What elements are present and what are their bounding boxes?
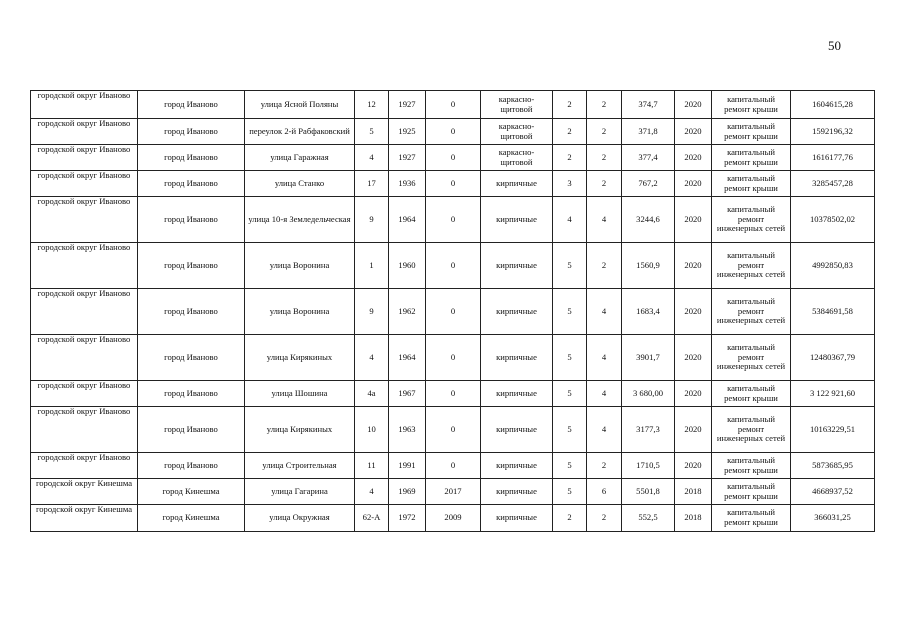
- cell-work-type: капитальный ремонт инженерных сетей: [712, 243, 791, 289]
- table-row: [31, 289, 875, 335]
- cell-area: 3244,6: [622, 197, 675, 243]
- table-row: [31, 453, 875, 479]
- cell-municipality: городской округ Иваново: [31, 91, 138, 119]
- cell-house-number: 4: [355, 479, 389, 505]
- cell-wall-material: кирпичные: [481, 453, 553, 479]
- table-row: [31, 145, 875, 171]
- table-row: [31, 119, 875, 145]
- cell-street: улица Кирякиных: [245, 335, 355, 381]
- cell-settlement: город Кинешма: [138, 479, 245, 505]
- cell-floors: 3: [553, 171, 587, 197]
- cell-street: улица Строительная: [245, 453, 355, 479]
- cell-wall-material: кирпичные: [481, 381, 553, 407]
- cell-wall-material: кирпичные: [481, 335, 553, 381]
- cell-plan-year: 2020: [675, 381, 712, 407]
- cell-wall-material: кирпичные: [481, 289, 553, 335]
- cell-municipality: городской округ Иваново: [31, 381, 138, 407]
- table-row: [31, 91, 875, 119]
- cell-cost: 1616177,76: [791, 145, 875, 171]
- cell-floors: 2: [553, 119, 587, 145]
- cell-entrances: 6: [587, 479, 622, 505]
- cell-entrances: 4: [587, 197, 622, 243]
- cell-house-number: 62-А: [355, 505, 389, 532]
- cell-area: 3177,3: [622, 407, 675, 453]
- cell-settlement: город Иваново: [138, 453, 245, 479]
- cell-wall-material: каркасно-щитовой: [481, 145, 553, 171]
- cell-floors: 2: [553, 91, 587, 119]
- cell-cost: 3285457,28: [791, 171, 875, 197]
- cell-year-built: 1927: [389, 145, 426, 171]
- cell-settlement: город Иваново: [138, 197, 245, 243]
- cell-work-type: капитальный ремонт крыши: [712, 91, 791, 119]
- cell-entrances: 2: [587, 243, 622, 289]
- cell-floors: 5: [553, 243, 587, 289]
- cell-year-built: 1963: [389, 407, 426, 453]
- cell-plan-year: 2020: [675, 243, 712, 289]
- cell-area: 1560,9: [622, 243, 675, 289]
- cell-cost: 12480367,79: [791, 335, 875, 381]
- cell-year-last-repair: 0: [426, 243, 481, 289]
- cell-year-built: 1936: [389, 171, 426, 197]
- cell-municipality: городской округ Иваново: [31, 119, 138, 145]
- cell-area: 1710,5: [622, 453, 675, 479]
- cell-year-last-repair: 0: [426, 145, 481, 171]
- cell-year-last-repair: 0: [426, 453, 481, 479]
- cell-wall-material: кирпичные: [481, 407, 553, 453]
- cell-entrances: 4: [587, 381, 622, 407]
- cell-plan-year: 2020: [675, 407, 712, 453]
- cell-area: 552,5: [622, 505, 675, 532]
- cell-work-type: капитальный ремонт инженерных сетей: [712, 335, 791, 381]
- cell-entrances: 4: [587, 289, 622, 335]
- cell-house-number: 4а: [355, 381, 389, 407]
- cell-street: переулок 2-й Рабфаковский: [245, 119, 355, 145]
- table-row: [31, 381, 875, 407]
- cell-year-built: 1927: [389, 91, 426, 119]
- cell-work-type: капитальный ремонт крыши: [712, 145, 791, 171]
- cell-wall-material: кирпичные: [481, 171, 553, 197]
- cell-plan-year: 2020: [675, 171, 712, 197]
- housing-table: [30, 90, 875, 532]
- table-row: [31, 479, 875, 505]
- cell-work-type: капитальный ремонт крыши: [712, 479, 791, 505]
- cell-plan-year: 2020: [675, 197, 712, 243]
- cell-street: улица Окружная: [245, 505, 355, 532]
- table-body: [31, 91, 875, 532]
- cell-settlement: город Иваново: [138, 335, 245, 381]
- cell-street: улица Шошина: [245, 381, 355, 407]
- cell-cost: 5384691,58: [791, 289, 875, 335]
- cell-entrances: 2: [587, 91, 622, 119]
- table-row: [31, 197, 875, 243]
- cell-floors: 5: [553, 335, 587, 381]
- cell-work-type: капитальный ремонт крыши: [712, 171, 791, 197]
- cell-municipality: городской округ Иваново: [31, 453, 138, 479]
- cell-house-number: 11: [355, 453, 389, 479]
- cell-year-built: 1969: [389, 479, 426, 505]
- cell-settlement: город Иваново: [138, 289, 245, 335]
- cell-year-last-repair: 0: [426, 197, 481, 243]
- cell-settlement: город Иваново: [138, 407, 245, 453]
- cell-year-last-repair: 2017: [426, 479, 481, 505]
- cell-year-last-repair: 2009: [426, 505, 481, 532]
- cell-plan-year: 2020: [675, 91, 712, 119]
- cell-entrances: 2: [587, 505, 622, 532]
- cell-wall-material: каркасно-щитовой: [481, 119, 553, 145]
- cell-municipality: городской округ Кинешма: [31, 479, 138, 505]
- cell-municipality: городской округ Иваново: [31, 289, 138, 335]
- cell-entrances: 4: [587, 335, 622, 381]
- cell-cost: 1592196,32: [791, 119, 875, 145]
- cell-year-built: 1960: [389, 243, 426, 289]
- cell-floors: 5: [553, 289, 587, 335]
- cell-house-number: 4: [355, 335, 389, 381]
- cell-house-number: 5: [355, 119, 389, 145]
- cell-cost: 5873685,95: [791, 453, 875, 479]
- cell-house-number: 9: [355, 289, 389, 335]
- cell-entrances: 2: [587, 171, 622, 197]
- cell-settlement: город Иваново: [138, 171, 245, 197]
- cell-settlement: город Иваново: [138, 119, 245, 145]
- cell-municipality: городской округ Иваново: [31, 145, 138, 171]
- cell-area: 374,7: [622, 91, 675, 119]
- cell-cost: 3 122 921,60: [791, 381, 875, 407]
- cell-plan-year: 2020: [675, 119, 712, 145]
- cell-year-built: 1991: [389, 453, 426, 479]
- cell-year-built: 1972: [389, 505, 426, 532]
- cell-floors: 5: [553, 453, 587, 479]
- cell-municipality: городской округ Иваново: [31, 197, 138, 243]
- cell-entrances: 2: [587, 119, 622, 145]
- cell-cost: 10163229,51: [791, 407, 875, 453]
- cell-area: 377,4: [622, 145, 675, 171]
- cell-municipality: городской округ Кинешма: [31, 505, 138, 532]
- cell-wall-material: каркасно-щитовой: [481, 91, 553, 119]
- cell-year-built: 1964: [389, 197, 426, 243]
- cell-municipality: городской округ Иваново: [31, 243, 138, 289]
- cell-settlement: город Иваново: [138, 145, 245, 171]
- cell-entrances: 2: [587, 145, 622, 171]
- cell-municipality: городской округ Иваново: [31, 171, 138, 197]
- cell-plan-year: 2018: [675, 479, 712, 505]
- cell-area: 1683,4: [622, 289, 675, 335]
- cell-year-last-repair: 0: [426, 335, 481, 381]
- cell-house-number: 9: [355, 197, 389, 243]
- cell-work-type: капитальный ремонт инженерных сетей: [712, 197, 791, 243]
- cell-street: улица Воронина: [245, 289, 355, 335]
- cell-work-type: капитальный ремонт инженерных сетей: [712, 289, 791, 335]
- cell-settlement: город Иваново: [138, 243, 245, 289]
- cell-floors: 5: [553, 407, 587, 453]
- cell-cost: 4992850,83: [791, 243, 875, 289]
- cell-settlement: город Иваново: [138, 381, 245, 407]
- cell-work-type: капитальный ремонт крыши: [712, 505, 791, 532]
- table-row: [31, 407, 875, 453]
- cell-entrances: 4: [587, 407, 622, 453]
- cell-house-number: 10: [355, 407, 389, 453]
- cell-cost: 4668937,52: [791, 479, 875, 505]
- cell-house-number: 17: [355, 171, 389, 197]
- cell-cost: 1604615,28: [791, 91, 875, 119]
- cell-street: улица Воронина: [245, 243, 355, 289]
- cell-year-last-repair: 0: [426, 407, 481, 453]
- cell-settlement: город Кинешма: [138, 505, 245, 532]
- cell-area: 3901,7: [622, 335, 675, 381]
- cell-wall-material: кирпичные: [481, 197, 553, 243]
- cell-plan-year: 2018: [675, 505, 712, 532]
- cell-street: улица Гагарина: [245, 479, 355, 505]
- table-row: [31, 243, 875, 289]
- cell-area: 3 680,00: [622, 381, 675, 407]
- cell-settlement: город Иваново: [138, 91, 245, 119]
- cell-house-number: 1: [355, 243, 389, 289]
- cell-house-number: 12: [355, 91, 389, 119]
- cell-floors: 2: [553, 505, 587, 532]
- cell-entrances: 2: [587, 453, 622, 479]
- cell-floors: 4: [553, 197, 587, 243]
- cell-area: 5501,8: [622, 479, 675, 505]
- cell-municipality: городской округ Иваново: [31, 407, 138, 453]
- cell-street: улица 10-я Земледельческая: [245, 197, 355, 243]
- cell-floors: 2: [553, 145, 587, 171]
- cell-year-last-repair: 0: [426, 171, 481, 197]
- cell-area: 371,8: [622, 119, 675, 145]
- cell-cost: 10378502,02: [791, 197, 875, 243]
- cell-street: улица Ясной Поляны: [245, 91, 355, 119]
- cell-cost: 366031,25: [791, 505, 875, 532]
- cell-plan-year: 2020: [675, 335, 712, 381]
- cell-work-type: капитальный ремонт инженерных сетей: [712, 407, 791, 453]
- cell-plan-year: 2020: [675, 453, 712, 479]
- cell-year-built: 1925: [389, 119, 426, 145]
- table-row: [31, 171, 875, 197]
- cell-year-last-repair: 0: [426, 381, 481, 407]
- cell-street: улица Станко: [245, 171, 355, 197]
- cell-work-type: капитальный ремонт крыши: [712, 119, 791, 145]
- cell-floors: 5: [553, 479, 587, 505]
- cell-wall-material: кирпичные: [481, 479, 553, 505]
- cell-year-last-repair: 0: [426, 119, 481, 145]
- cell-municipality: городской округ Иваново: [31, 335, 138, 381]
- table-row: [31, 505, 875, 532]
- cell-wall-material: кирпичные: [481, 243, 553, 289]
- cell-wall-material: кирпичные: [481, 505, 553, 532]
- cell-year-built: 1967: [389, 381, 426, 407]
- cell-work-type: капитальный ремонт крыши: [712, 453, 791, 479]
- cell-plan-year: 2020: [675, 145, 712, 171]
- cell-area: 767,2: [622, 171, 675, 197]
- page-number: 50: [828, 38, 841, 53]
- cell-year-built: 1964: [389, 335, 426, 381]
- cell-floors: 5: [553, 381, 587, 407]
- cell-year-last-repair: 0: [426, 91, 481, 119]
- cell-year-last-repair: 0: [426, 289, 481, 335]
- cell-plan-year: 2020: [675, 289, 712, 335]
- table-row: [31, 335, 875, 381]
- cell-street: улица Кирякиных: [245, 407, 355, 453]
- cell-work-type: капитальный ремонт крыши: [712, 381, 791, 407]
- cell-year-built: 1962: [389, 289, 426, 335]
- cell-street: улица Гаражная: [245, 145, 355, 171]
- cell-house-number: 4: [355, 145, 389, 171]
